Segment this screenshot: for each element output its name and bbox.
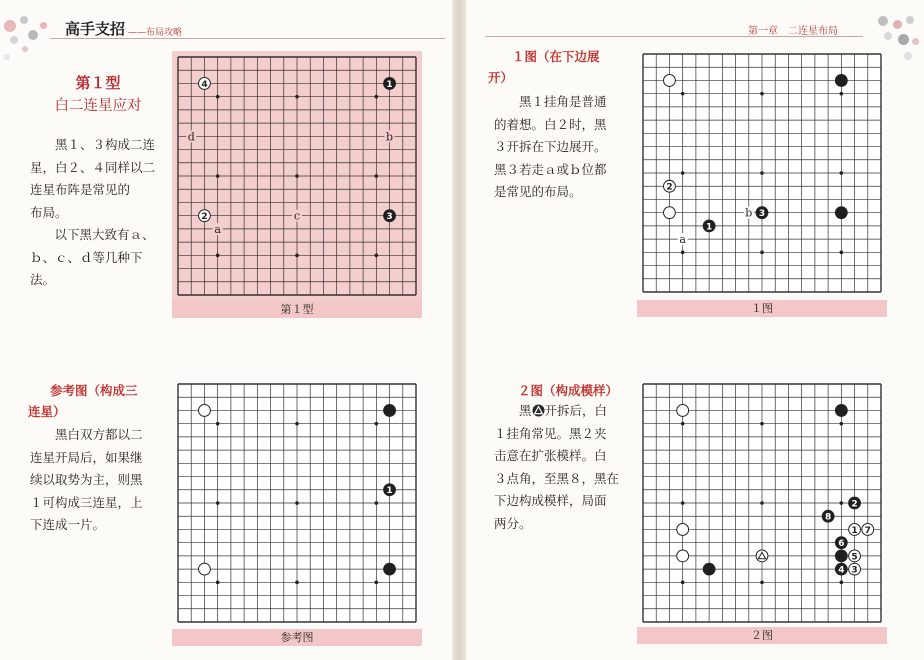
black-stone	[703, 563, 715, 575]
type-subtitle: 白二连星应对	[54, 98, 142, 114]
type-body-line: 以下黑大致有ａ、	[42, 227, 155, 242]
star-point	[760, 251, 764, 255]
stone-number: 4	[838, 565, 845, 576]
black-stone	[384, 405, 396, 417]
stone-number: 2	[851, 499, 858, 510]
go-board-reference	[176, 382, 418, 624]
stone-number: 3	[851, 565, 858, 576]
star-point	[760, 92, 764, 96]
stone-number: 1	[386, 486, 393, 497]
type-body-line: 黑１、３构成二连	[55, 137, 156, 152]
fig2-heading: ２图（构成模样）	[518, 383, 619, 398]
type-body	[30, 134, 165, 292]
position-mark: a	[679, 233, 686, 247]
star-point	[375, 581, 379, 585]
fig1-body	[494, 91, 629, 204]
book-gutter	[452, 0, 466, 660]
white-stone	[199, 563, 211, 575]
star-point	[375, 174, 379, 178]
star-point	[840, 501, 844, 505]
reference-body	[30, 424, 165, 537]
star-point	[840, 581, 844, 585]
star-point	[840, 422, 844, 426]
caption-type1: 第１型	[172, 301, 422, 318]
reference-body-line: １可构成三连星，上	[30, 494, 143, 510]
stone-number: 2	[201, 212, 208, 223]
reference-body-line: 续以取势为主，则黑	[30, 472, 143, 487]
black-stone	[384, 563, 396, 575]
star-point	[375, 422, 379, 426]
star-point	[681, 422, 685, 426]
position-mark: b	[745, 206, 753, 220]
reference-body-line: 下连成一片。	[30, 517, 106, 532]
reference-heading-line: 连星）	[28, 404, 66, 419]
fig1-heading	[488, 46, 632, 88]
black-stone	[835, 75, 847, 87]
fig1-heading-line: １图（在下边展	[512, 49, 600, 64]
triangle-stone-icon	[532, 404, 545, 417]
fig2-body	[494, 400, 629, 535]
black-stone	[835, 405, 847, 417]
star-point	[760, 422, 764, 426]
stone-number: 6	[838, 539, 845, 550]
star-point	[681, 171, 685, 175]
star-point	[760, 171, 764, 175]
stone-number: 1	[386, 79, 393, 90]
fig2-body-line: 开拆后，白	[544, 403, 608, 418]
star-point	[295, 422, 299, 426]
star-point	[295, 501, 299, 505]
caption-fig2: ２图	[637, 627, 887, 644]
black-stone	[835, 550, 847, 562]
fig1-body-line: 是常见的布局。	[494, 184, 582, 199]
star-point	[216, 581, 220, 585]
stone-number: 8	[824, 512, 832, 523]
stone-number: 1	[705, 222, 713, 233]
star-point	[295, 174, 299, 178]
stone-number: 5	[851, 552, 858, 563]
star-point	[295, 581, 299, 585]
star-point	[840, 251, 844, 255]
star-point	[840, 92, 844, 96]
section-title: ——布局攻略	[128, 28, 183, 38]
white-stone	[664, 75, 676, 87]
star-point	[681, 501, 685, 505]
type-body-line: 连星布阵是常见的	[30, 182, 131, 197]
white-stone	[677, 524, 689, 536]
fig2-body-line: 击意在扩张模样。白	[494, 448, 607, 463]
fig1-heading-line: 开）	[488, 70, 514, 85]
white-stone	[664, 207, 676, 219]
star-point	[681, 251, 685, 255]
caption-fig1: １图	[637, 300, 887, 317]
reference-heading-line: 参考图（构成三	[50, 383, 138, 398]
type-title: 第１型	[75, 74, 121, 92]
stone-number: 2	[666, 182, 673, 193]
type-body-line: ｂ、ｃ、ｄ等几种下法。	[30, 249, 143, 287]
white-stone	[199, 405, 211, 417]
fig1-body-line: 黑３若走ａ或ｂ位都	[494, 161, 607, 177]
star-point	[216, 174, 220, 178]
position-mark: d	[187, 130, 195, 144]
caption-reference: 参考图	[172, 629, 422, 646]
position-mark: b	[386, 130, 394, 144]
fig1-body-line: ３开拆在下边展开。	[494, 139, 607, 154]
type-body-line: 布局。	[30, 204, 68, 220]
star-point	[760, 501, 764, 505]
chapter-title: 第一章 二连星布局	[748, 26, 838, 37]
fig2-body-line: １挂角常见。黑２夹	[494, 425, 607, 441]
star-point	[375, 254, 379, 258]
fig2-body-line: ３点角，至黑８，黑在	[494, 470, 620, 486]
fig2-body-prefix: 黑	[519, 403, 532, 418]
star-point	[375, 501, 379, 505]
type-body-line: 星，白２、４同样以二	[30, 159, 156, 175]
stone-number: 1	[851, 525, 858, 536]
star-point	[216, 501, 220, 505]
stone-number: 3	[758, 209, 766, 220]
reference-body-line: 连星开局后，如果继	[30, 449, 143, 465]
star-point	[760, 581, 764, 585]
book-title: 高手支招	[65, 20, 126, 38]
reference-heading	[28, 380, 170, 422]
position-mark: c	[293, 209, 301, 223]
star-point	[295, 254, 299, 258]
fig1-body-line: 的着想。白２时，黑	[494, 116, 607, 132]
go-board-fig2	[641, 382, 883, 624]
star-point	[216, 95, 220, 99]
star-point	[216, 254, 220, 258]
star-point	[216, 422, 220, 426]
reference-body-line: 黑白双方都以二	[55, 427, 143, 442]
star-point	[681, 92, 685, 96]
go-board-type1	[176, 55, 418, 297]
white-stone	[677, 405, 689, 417]
stone-number: 3	[386, 212, 393, 223]
star-point	[681, 581, 685, 585]
fig1-body-line: 黑１挂角是普通	[519, 94, 607, 109]
fig2-body-line: 两分。	[494, 515, 532, 531]
white-stone	[677, 550, 689, 562]
black-stone	[835, 207, 847, 219]
stone-number: 4	[201, 79, 208, 90]
stone-number: 7	[864, 525, 871, 536]
star-point	[375, 95, 379, 99]
position-mark: a	[214, 222, 221, 236]
go-board-fig1	[641, 52, 883, 294]
star-point	[840, 171, 844, 175]
fig2-body-line: 下边构成模样，局面	[494, 493, 607, 508]
star-point	[295, 95, 299, 99]
